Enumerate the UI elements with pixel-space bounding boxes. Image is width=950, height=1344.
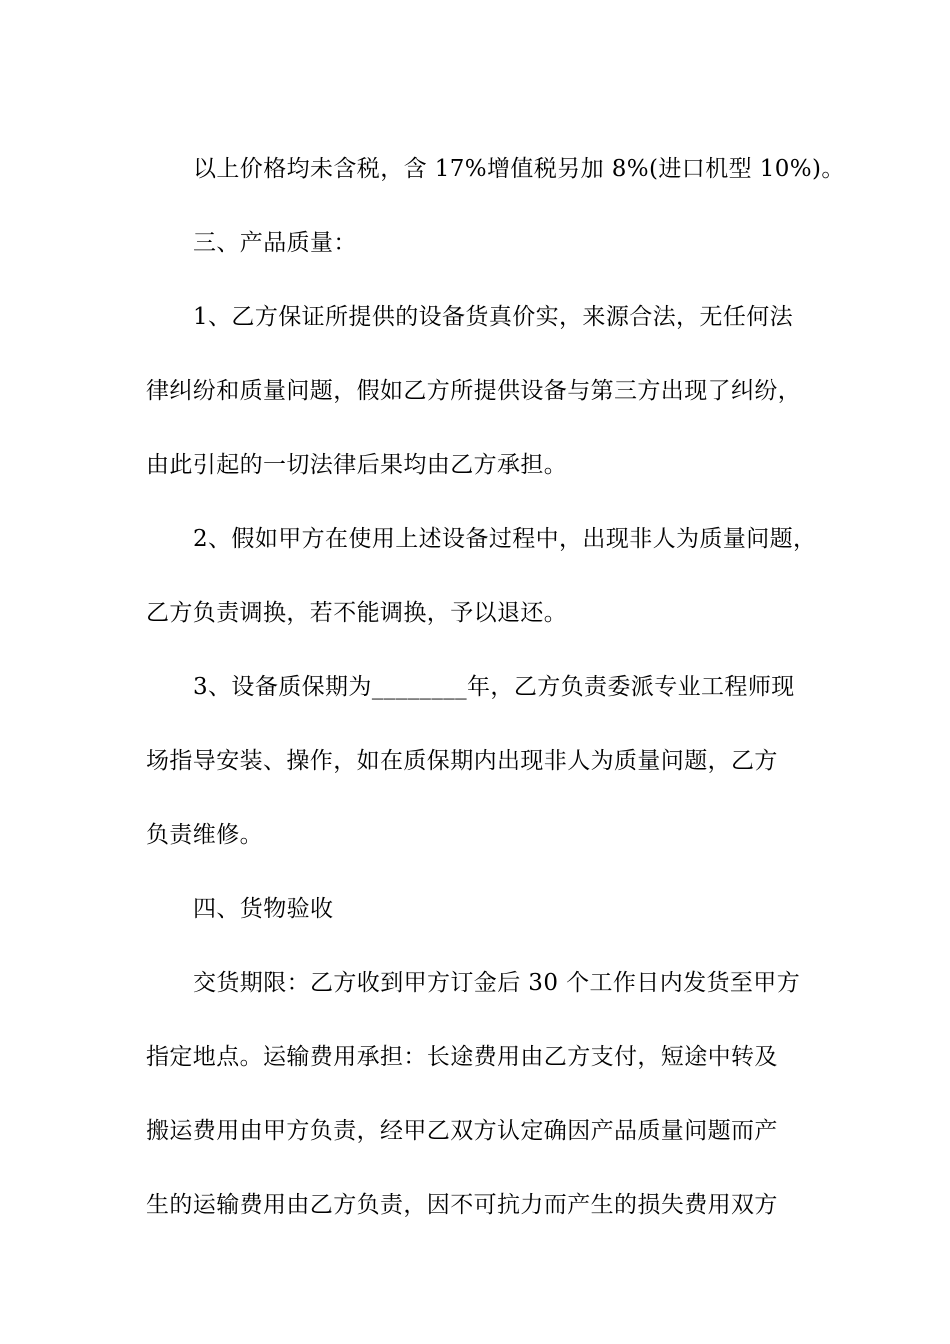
clause-3-line-2: 场指导安装、操作，如在质保期内出现非人为质量问题，乙方 <box>146 748 778 774</box>
document-body <box>146 132 845 1242</box>
clause-3-line-1: 3、设备质保期为________年，乙方负责委派专业工程师现 <box>193 674 795 700</box>
delivery-paragraph-line-3: 搬运费用由甲方负责，经甲乙双方认定确因产品质量问题而产 <box>146 1118 778 1144</box>
clause-1-line-1: 1、乙方保证所提供的设备货真价实，来源合法，无任何法 <box>193 304 794 330</box>
section-heading-product-quality: 三、产品质量： <box>193 230 357 256</box>
clause-1-line-3: 由此引起的一切法律后果均由乙方承担。 <box>146 452 568 478</box>
section-heading-goods-acceptance: 四、货物验收 <box>193 896 334 922</box>
delivery-paragraph-line-1: 交货期限：乙方收到甲方订金后 30 个工作日内发货至甲方 <box>193 970 801 996</box>
clause-2-line-2: 乙方负责调换，若不能调换，予以退还。 <box>146 600 568 626</box>
paragraph-tax-note: 以上价格均未含税，含 17%增值税另加 8%(进口机型 10%)。 <box>193 156 845 182</box>
delivery-paragraph-line-4: 生的运输费用由乙方负责，因不可抗力而产生的损失费用双方 <box>146 1192 778 1218</box>
clause-2-line-1: 2、假如甲方在使用上述设备过程中，出现非人为质量问题， <box>193 526 817 552</box>
clause-3-line-3: 负责维修。 <box>146 822 263 848</box>
clause-1-line-2: 律纠纷和质量问题，假如乙方所提供设备与第三方出现了纠纷， <box>146 378 802 404</box>
delivery-paragraph-line-2: 指定地点。运输费用承担：长途费用由乙方支付，短途中转及 <box>146 1044 778 1070</box>
